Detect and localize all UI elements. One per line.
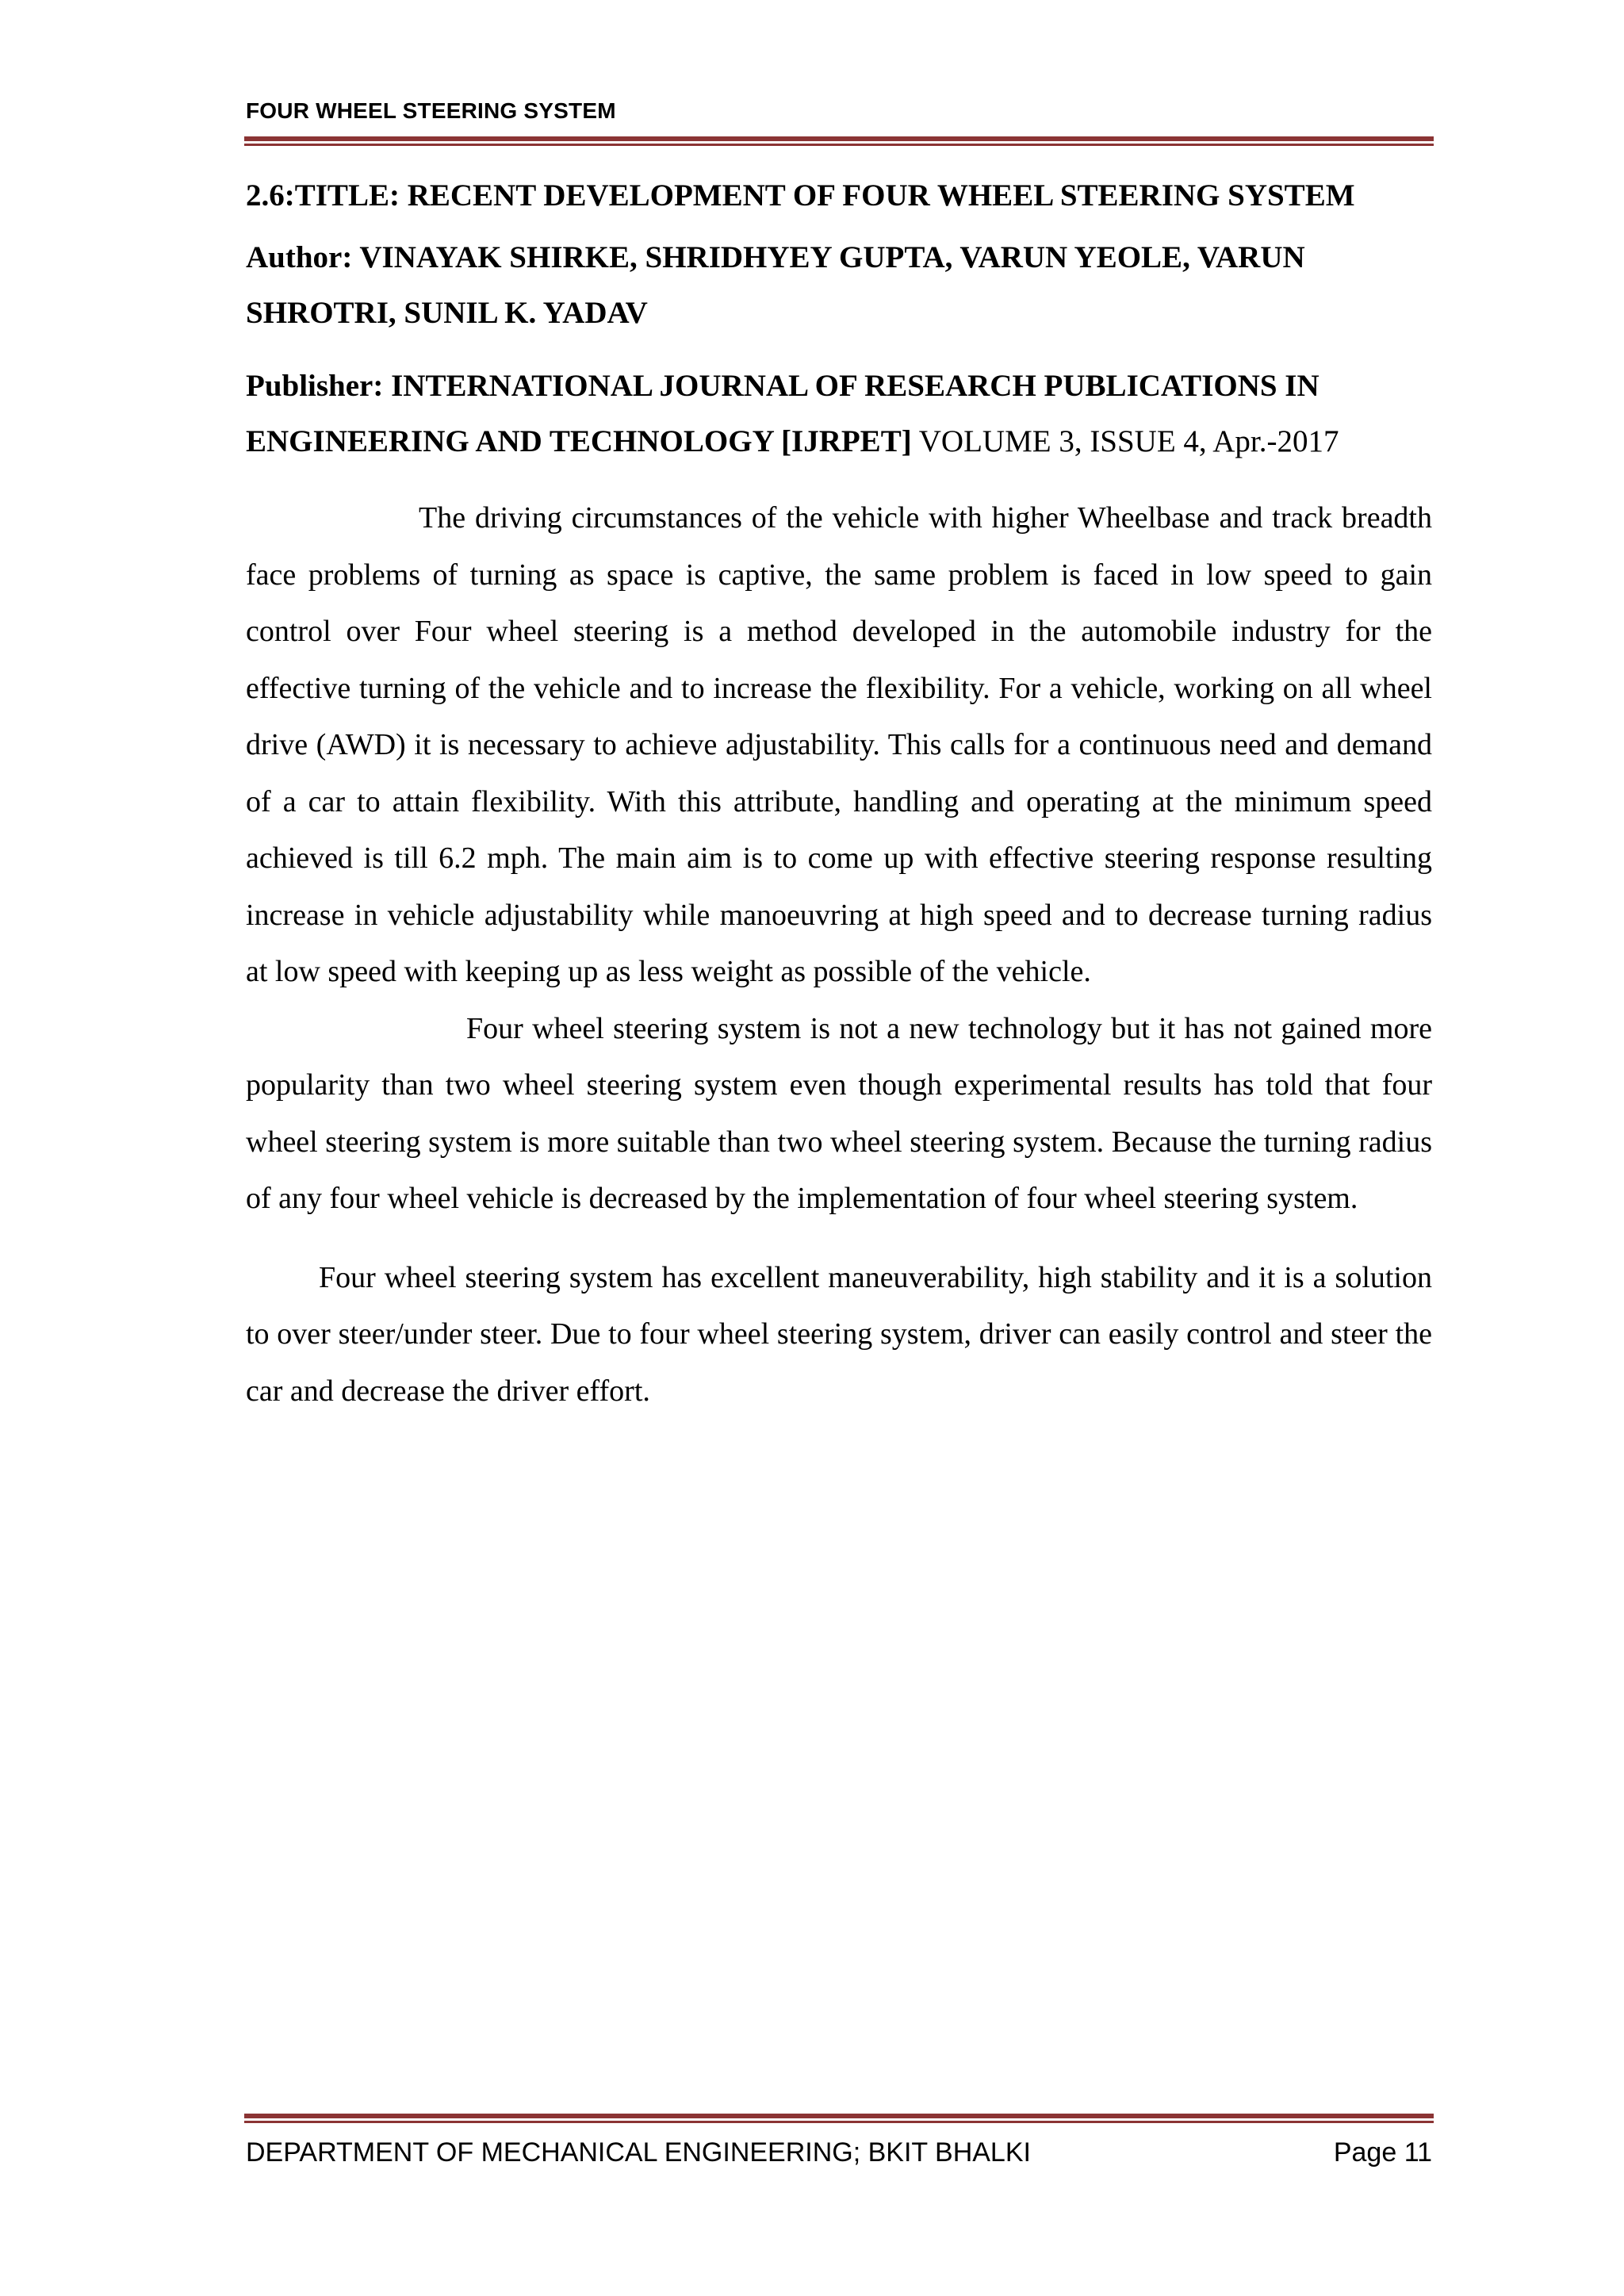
publisher-volume: VOLUME 3, ISSUE 4, Apr.-2017 — [911, 424, 1339, 458]
section-title: 2.6:TITLE: RECENT DEVELOPMENT OF FOUR WHEEL STEERING SYSTEM — [246, 178, 1355, 213]
footer-rule-thin-line — [244, 2121, 1434, 2123]
main-content — [246, 176, 1432, 1420]
footer-rule-thick-line — [244, 2114, 1434, 2118]
header-rule-thick-line — [244, 136, 1434, 141]
publisher-line — [246, 358, 1432, 470]
footer-rule — [244, 2114, 1434, 2123]
header-rule-thin-line — [244, 144, 1434, 146]
publisher-name: Publisher: INTERNATIONAL JOURNAL OF RESEARCH PUBLICATIONS IN ENGINEERING AND TECHNOLOGY [IJRPET] — [246, 369, 1320, 458]
authors-line: Author: VINAYAK SHIRKE, SHRIDHYEY GUPTA, VARUN YEOLE, VARUN SHROTRI, SUNIL K. YADAV — [246, 240, 1305, 330]
running-header: FOUR WHEEL STEERING SYSTEM — [246, 98, 616, 123]
page-number: Page 11 — [1333, 2137, 1432, 2168]
header-rule — [244, 136, 1434, 146]
footer-department: DEPARTMENT OF MECHANICAL ENGINEERING; BKIT BHALKI — [246, 2137, 1031, 2168]
body-paragraph-1: The driving circumstances of the vehicle with higher Wheelbase and track breadth face problems of turning as space is captive, the same problem is faced in low speed to gain control over Four wheel steering is a method developed in the automobile industry for the effective turning of the vehicle and to increase the flexibility. For a vehicle, working on all wheel drive (AWD) it is necessary to achieve adjustability. This calls for a continuous need and demand of a car to attain flexibility. With this attribute, handling and operating at the minimum speed achieved is till 6.2 mph. The main aim is to come up with effective steering response resulting increase in vehicle adjustability while manoeuvring at high speed and to decrease turning radius at low speed with keeping up as less weight as possible of the vehicle. — [246, 501, 1432, 988]
body-paragraph-2: Four wheel steering system is not a new technology but it has not gained more popularity than two wheel steering system even though experimental results has told that four wheel steering system is more suitable than two wheel steering system. Because the turning radius of any four wheel vehicle is decreased by the implementation of four wheel steering system. — [246, 1011, 1432, 1215]
body-paragraph-3: Four wheel steering system has excellent maneuverability, high stability and it is a solution to over steer/under steer. Due to four wheel steering system, driver can easily control and steer the car and decrease the driver effort. — [246, 1260, 1432, 1408]
